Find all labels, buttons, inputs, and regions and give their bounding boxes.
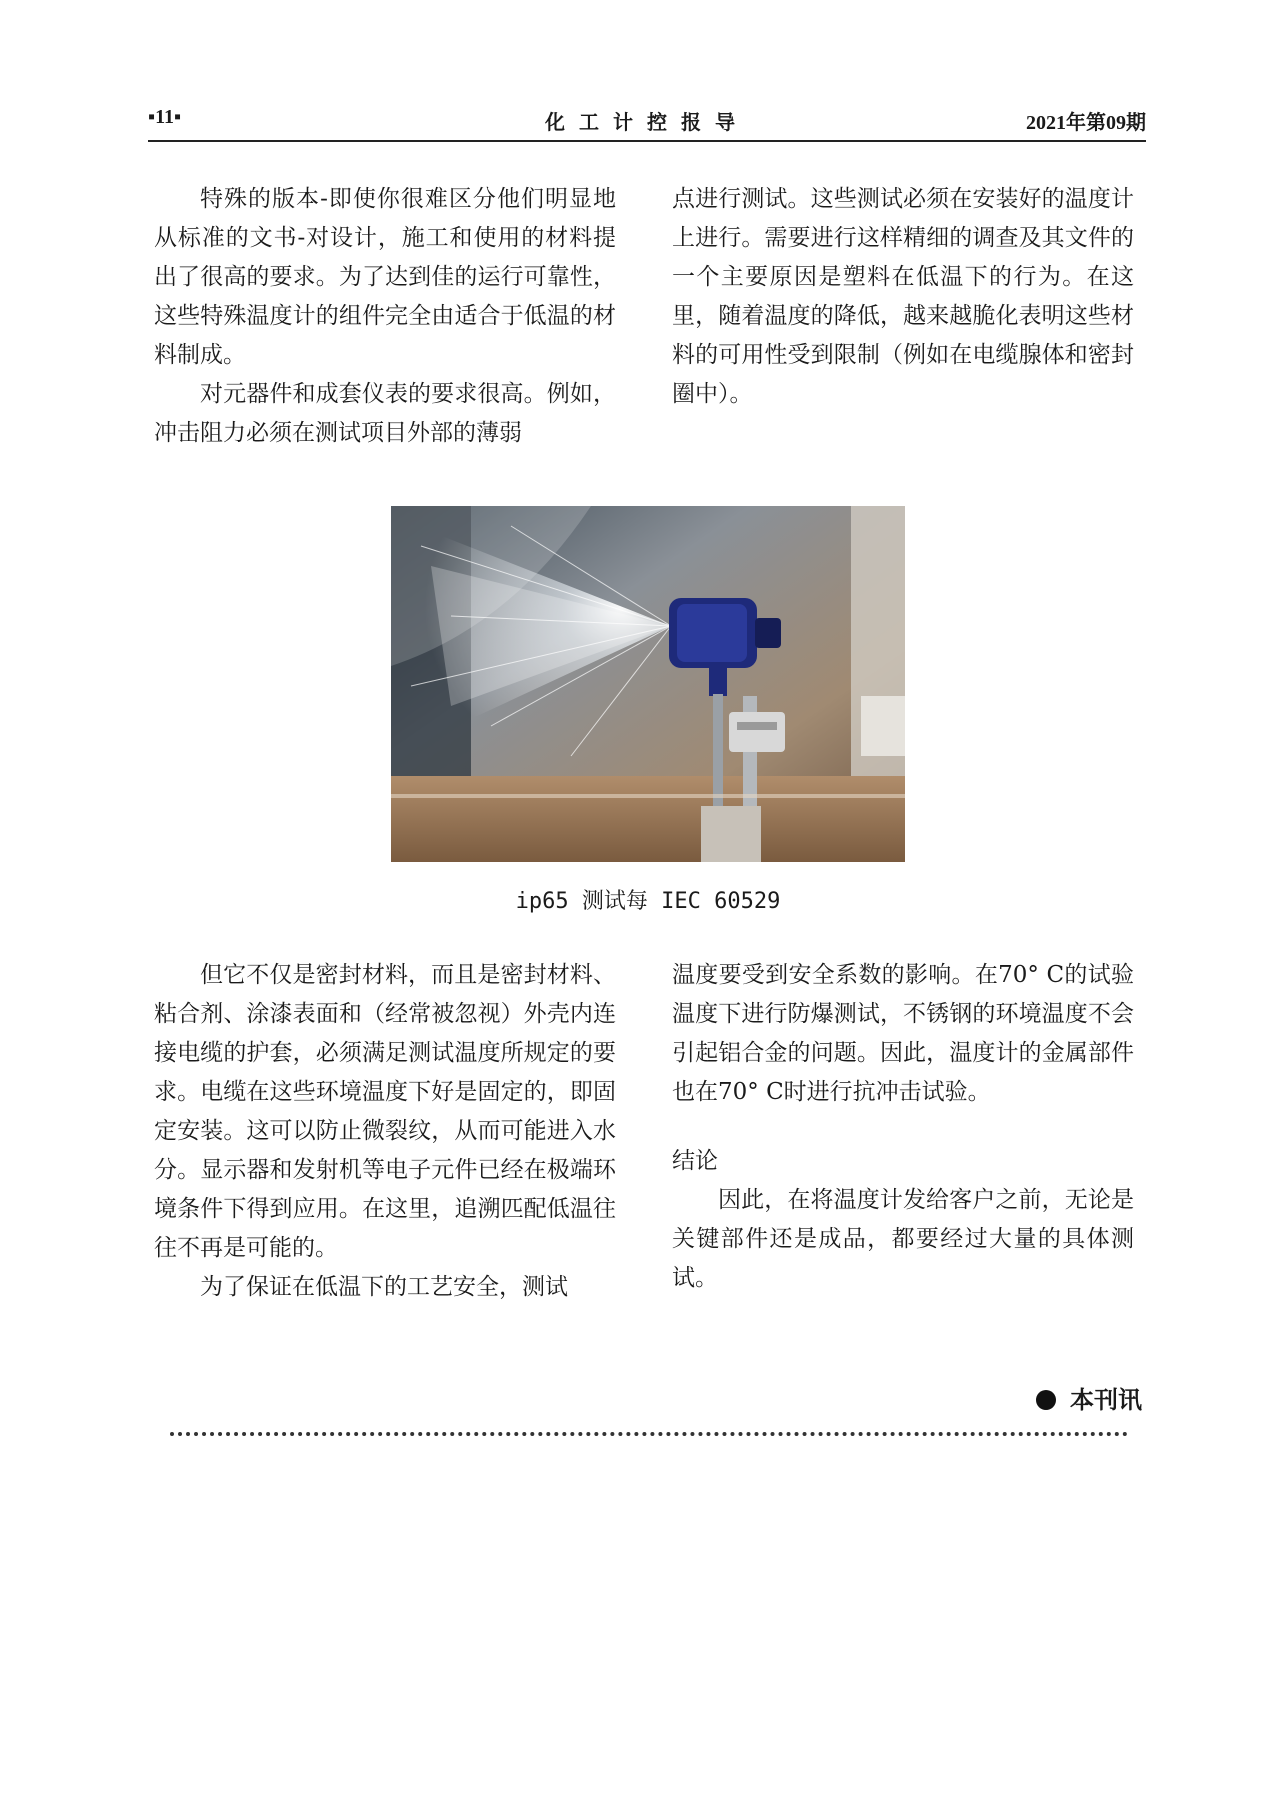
section-heading-conclusion: 结论 xyxy=(672,1148,718,1174)
paragraph: 对元器件和成套仪表的要求很高。例如，冲击阻力必须在测试项目外部的薄弱 xyxy=(154,381,616,446)
bullet-dot-icon xyxy=(1036,1390,1056,1410)
page-header xyxy=(148,104,1146,142)
page-number: ▪11▪ xyxy=(148,106,182,128)
news-label-text: 本刊讯 xyxy=(1070,1386,1142,1414)
paragraph: 温度要受到安全系数的影响。在70° C的试验温度下进行防爆测试，不锈钢的环境温度不会引起铝合金的问题。因此，温度计的金属部件也在70° C时进行抗冲击试验。 xyxy=(672,962,1134,1105)
paragraph: 特殊的版本-即使你很难区分他们明显地从标准的文书-对设计，施工和使用的材料提出了很高的要求。为了达到佳的运行可靠性，这些特殊温度计的组件完全由适合于低温的材料制成。 xyxy=(154,186,616,368)
paragraph: 但它不仅是密封材料，而且是密封材料、粘合剂、涂漆表面和（经常被忽视）外壳内连接电缆的护套，必须满足测试温度所规定的要求。电缆在这些环境温度下好是固定的，即固定安装。这可以防止微裂纹，从而可能进入水分。显示器和发射机等电子元件已经在极端环境条件下得到应用。在这里，追溯匹配低温往往不再是可能的。 xyxy=(154,962,616,1261)
news-label xyxy=(1036,1380,1142,1415)
top-right-column xyxy=(672,180,1134,414)
paragraph: 为了保证在低温下的工艺安全，测试 xyxy=(200,1274,568,1300)
issue-label: 2021年第09期 xyxy=(1026,112,1146,134)
dotted-divider xyxy=(170,1432,1128,1436)
bottom-left-column xyxy=(154,956,616,1307)
ip65-test-photo xyxy=(391,506,905,862)
paragraph: 点进行测试。这些测试必须在安装好的温度计上进行。需要进行这样精细的调查及其文件的一个主要原因是塑料在低温下的行为。在这里，随着温度的降低，越来越脆化表明这些材料的可用性受到限制（例如在电缆腺体和密封圈中）。 xyxy=(672,186,1134,407)
journal-title: 化工计控报导 xyxy=(545,110,749,134)
top-left-column xyxy=(154,180,616,453)
bottom-right-column xyxy=(672,956,1134,1298)
figure-caption: ip65 测试每 IEC 60529 xyxy=(515,889,781,914)
conclusion-paragraph: 因此，在将温度计发给客户之前，无论是关键部件还是成品，都要经过大量的具体测试。 xyxy=(672,1187,1134,1291)
